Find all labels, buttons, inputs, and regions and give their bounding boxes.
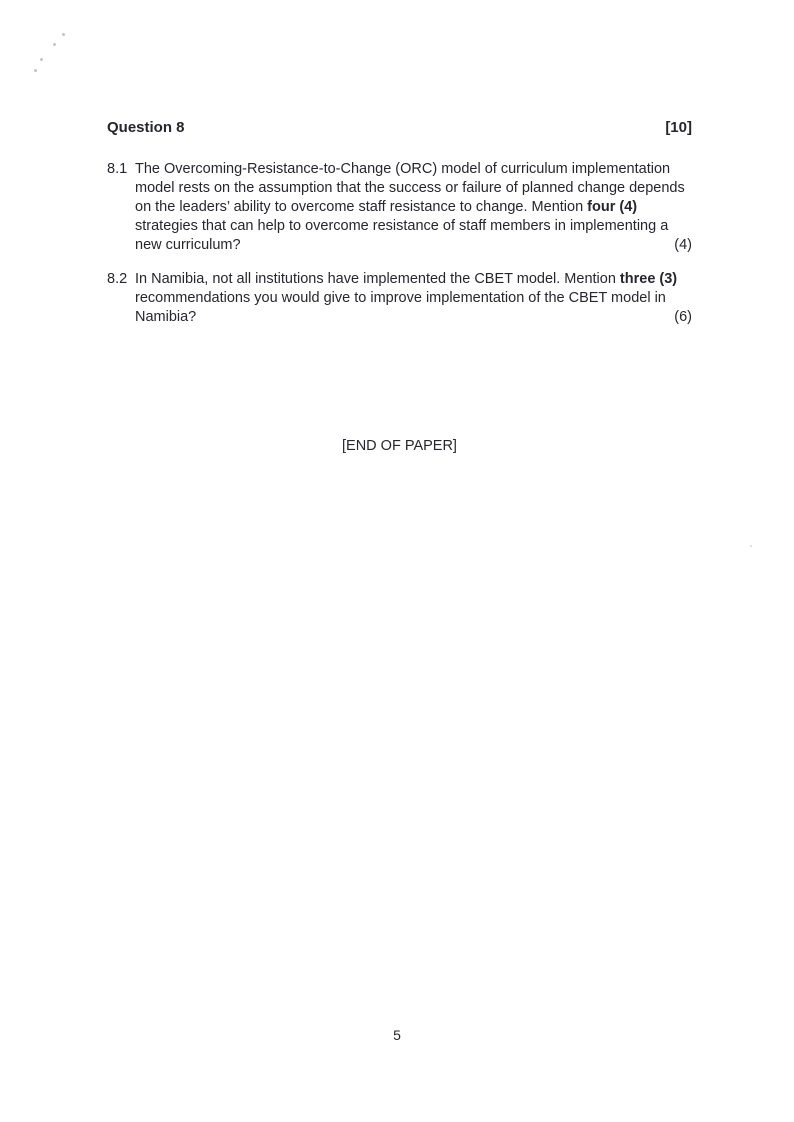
question-8-1-text-end: strategies that can help to overcome resistance of staff members in implementing a new curriculum? (135, 218, 669, 253)
page-content (107, 118, 692, 456)
question-8-2-number: 8.2 (107, 271, 128, 287)
question-8-1-marks: (4) (674, 237, 692, 253)
question-8-1-bold-text: four (4) (587, 199, 638, 215)
question-8-1-number: 8.1 (107, 161, 128, 177)
scan-speck (40, 58, 43, 61)
question-8-1-text: The Overcoming-Resistance-to-Change (ORC) model of curriculum implementation model rests on the assumption that the success or failure of planned change depends on the leaders’ ability to overcome staff resistance to change. Mention (135, 161, 685, 215)
scan-speck (750, 545, 752, 547)
question-8-2-marks: (6) (674, 309, 692, 325)
question-header (107, 118, 692, 137)
question-8-2 (107, 270, 692, 327)
question-title: Question 8 (107, 119, 185, 136)
question-8-1 (107, 160, 692, 255)
end-of-paper-marker: [END OF PAPER] (342, 438, 457, 454)
question-8-2-bold-text: three (3) (619, 271, 678, 287)
page-number: 5 (393, 1027, 401, 1043)
question-8-2-text-end: recommendations you would give to improve implementation of the CBET model in Namibia? (135, 290, 666, 325)
scan-speck (34, 69, 37, 72)
question-total-marks: [10] (665, 119, 692, 136)
scan-speck (53, 43, 56, 46)
question-8-2-text: In Namibia, not all institutions have implemented the CBET model. Mention (135, 271, 620, 287)
scan-speck (62, 33, 65, 36)
